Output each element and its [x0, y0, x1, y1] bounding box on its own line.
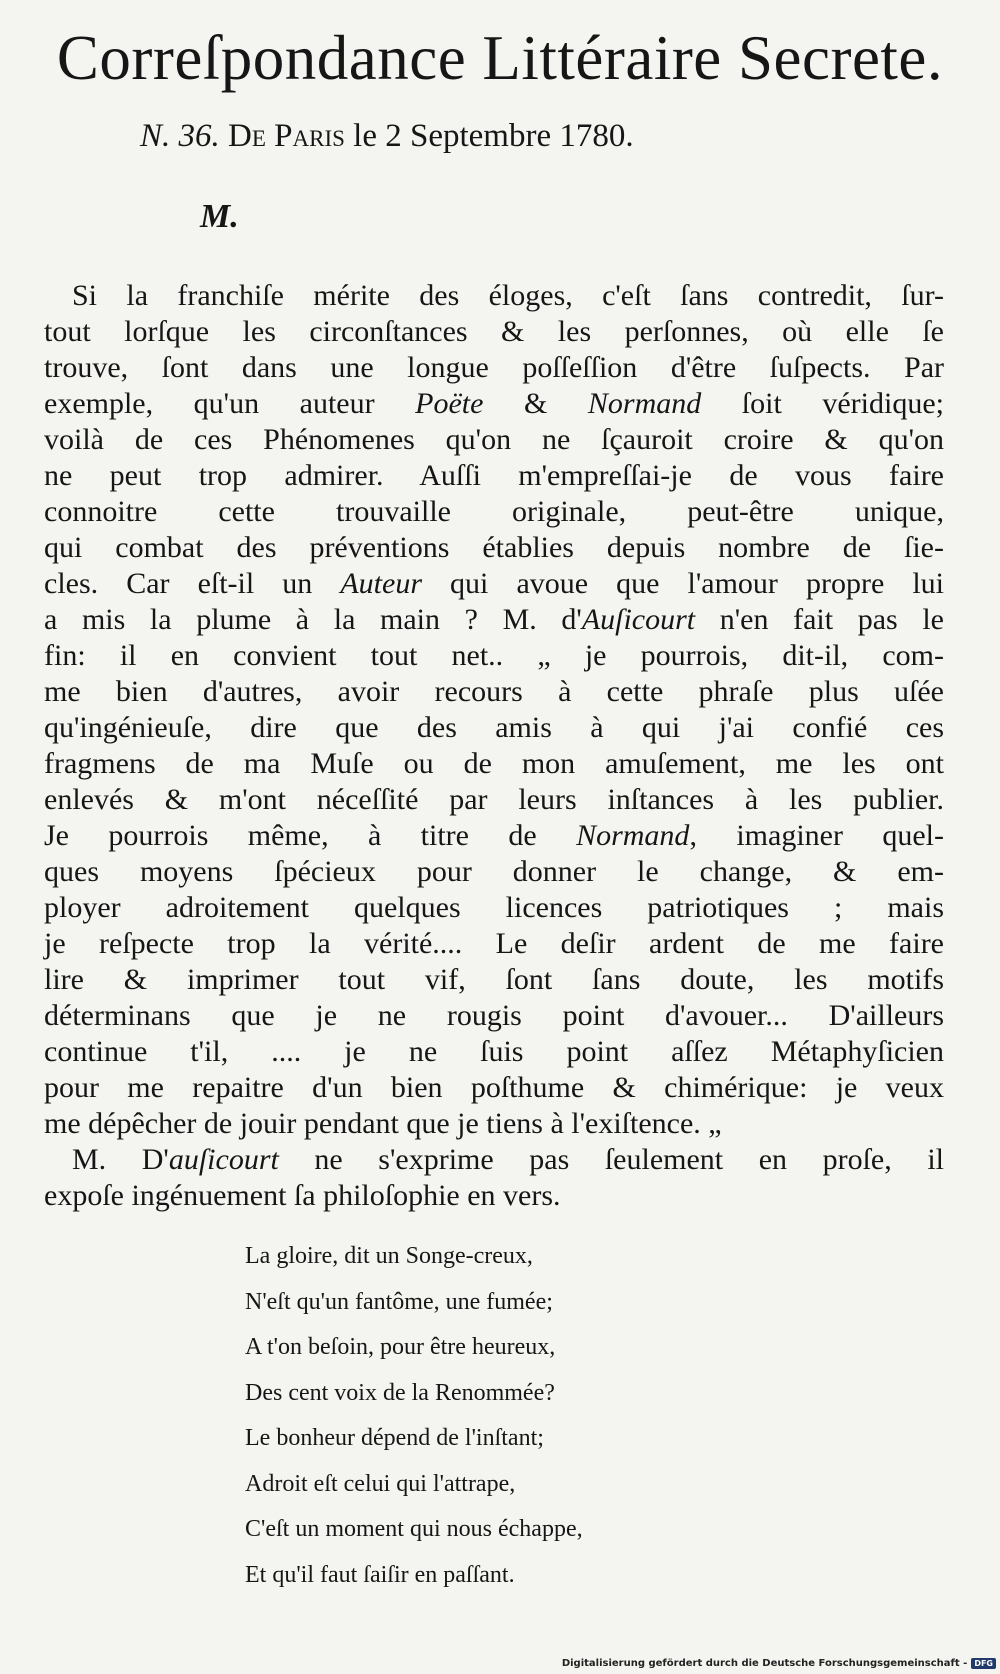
issue-number: N. 36.	[140, 118, 220, 154]
text-line: continue t'il, .... je ne ſuis point aſſez Métaphyſicien	[44, 1035, 944, 1068]
verse-line: A t'on beſoin, pour être heureux,	[245, 1334, 556, 1360]
page-title: Correſpondance Littéraire Secrete.	[56, 23, 944, 93]
verse-block	[245, 1234, 583, 1598]
verse-line: Des cent voix de la Renommée?	[245, 1379, 555, 1406]
text-line: ne peut trop admirer. Auſſi m'empreſſai-je de vous faire	[44, 459, 944, 492]
text-line: ques moyens ſpécieux pour donner le change, & em-	[44, 855, 944, 888]
dfg-logo: DFG	[971, 1658, 996, 1669]
verse-line: Et qu'il faut ſaiſir en paſſant.	[245, 1561, 515, 1588]
verse-line: La gloire, dit un Songe-creux,	[245, 1243, 533, 1269]
text-line: me dépêcher de jouir pendant que je tiens à l'exiſtence. „	[44, 1107, 722, 1140]
paragraph-2	[44, 1142, 944, 1214]
verse-line: Adroit eſt celui qui l'attrape,	[245, 1470, 516, 1497]
salutation: M.	[200, 198, 239, 235]
text-line: a mis la plume à la main ? M. d'Auſicourt n'en fait pas le	[44, 603, 944, 636]
text-line: je reſpecte trop la vérité.... Le deſir ardent de me faire	[44, 927, 944, 960]
text-line: pour me repaitre d'un bien poſthume & chimérique: je veux	[44, 1071, 944, 1104]
text-line: expoſe ingénuement ſa philoſophie en vers.	[44, 1179, 561, 1212]
text-line: trouve, ſont dans une longue poſſeſſion d'être ſuſpects. Par	[44, 351, 944, 384]
verse-line: C'eſt un moment qui nous échappe,	[245, 1516, 583, 1542]
verse-line: Le bonheur dépend de l'inſtant;	[245, 1425, 544, 1451]
text-line: tout lorſque les circonſtances & les perſonnes, où elle ſe	[44, 315, 944, 348]
dateline	[140, 118, 634, 155]
text-line: Je pourrois même, à titre de Normand, imaginer quel-	[44, 819, 944, 852]
body-text	[44, 278, 944, 1214]
text-line: déterminans que je ne rougis point d'avouer... D'ailleurs	[44, 999, 944, 1032]
dateline-city: De Paris	[228, 118, 345, 154]
text-line: Si la franchiſe mérite des éloges, c'eſt ſans contredit, ſur-	[72, 279, 944, 312]
text-line: fin: il en convient tout net.. „ je pourrois, dit-il, com-	[44, 639, 944, 672]
text-line: exemple, qu'un auteur Poëte & Normand ſoit véridique;	[44, 387, 944, 420]
text-line: cles. Car eſt-il un Auteur qui avoue que l'amour propre lui	[44, 567, 944, 600]
footer-text: Digitalisierung gefördert durch die Deutsche Forschungsgemeinschaft -	[561, 1658, 968, 1669]
text-line: fragmens de ma Muſe ou de mon amuſement, me les ont	[44, 747, 944, 780]
text-line: voilà de ces Phénomenes qu'on ne ſçauroit croire & qu'on	[44, 423, 944, 456]
dateline-date: le 2 Septembre 1780.	[353, 118, 634, 154]
digitization-footer	[562, 1658, 996, 1669]
verse-line: N'eſt qu'un fantôme, une fumée;	[245, 1288, 553, 1315]
text-line: lire & imprimer tout vif, ſont ſans doute, les motifs	[44, 963, 944, 996]
text-line: enlevés & m'ont néceſſité par leurs inſtances à les publier.	[44, 783, 944, 816]
text-line: me bien d'autres, avoir recours à cette phraſe plus uſée	[44, 675, 944, 708]
text-line: qui combat des préventions établies depuis nombre de ſie-	[44, 531, 944, 564]
text-line: connoitre cette trouvaille originale, peut-être unique,	[44, 495, 944, 528]
paragraph-1	[44, 278, 944, 1142]
text-line: qu'ingénieuſe, dire que des amis à qui j'ai confié ces	[44, 711, 944, 744]
text-line: M. D'auſicourt ne s'exprime pas ſeulement en proſe, il	[72, 1143, 944, 1176]
text-line: ployer adroitement quelques licences patriotiques ; mais	[44, 891, 944, 924]
